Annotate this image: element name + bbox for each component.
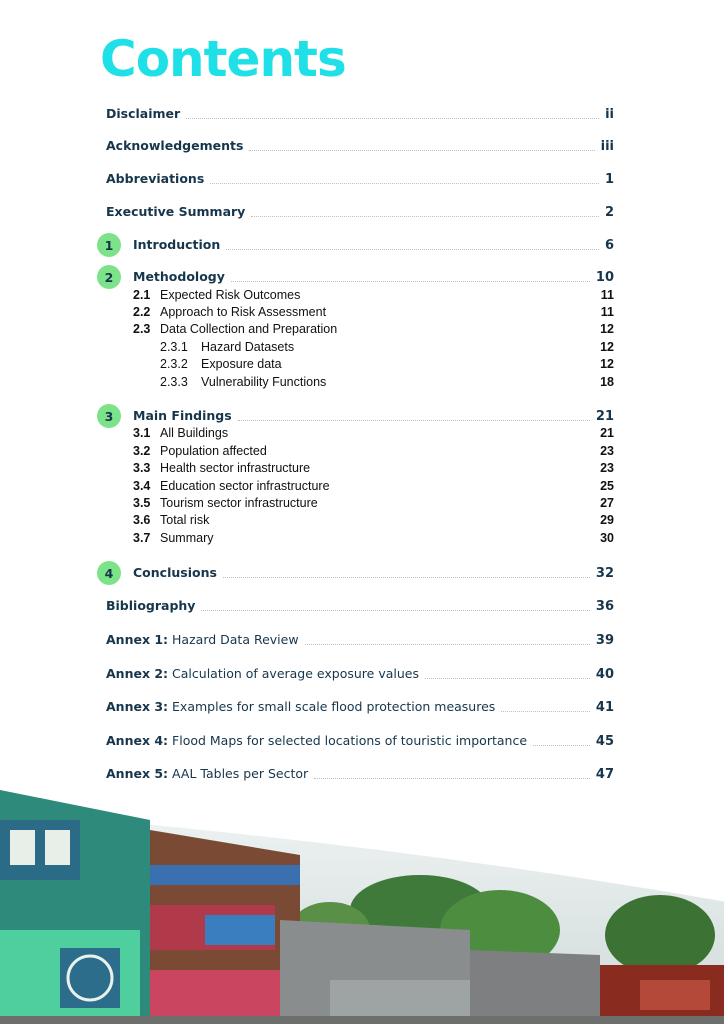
toc-page: 10 — [595, 270, 614, 285]
toc-page: 11 — [600, 305, 614, 319]
toc-page: 21 — [595, 409, 614, 424]
section-title: Vulnerability Functions — [201, 375, 327, 389]
section-title: Health sector infrastructure — [160, 461, 311, 475]
section-number: 2.3.2 — [160, 357, 188, 371]
section-title: Population affected — [160, 444, 267, 458]
toc-page: 23 — [600, 444, 614, 458]
toc-entry-methodology[interactable] — [133, 269, 614, 285]
section-number: 2.1 — [133, 288, 151, 302]
toc-page: 2 — [604, 205, 614, 220]
toc-entry-annex[interactable] — [106, 733, 614, 749]
toc-subentry[interactable] — [133, 496, 614, 510]
toc-page: 29 — [600, 513, 614, 527]
toc-entry-disclaimer[interactable] — [106, 106, 614, 122]
annex-number: Annex 5: — [106, 766, 169, 781]
dot-leader — [201, 609, 589, 611]
dot-leader — [314, 777, 590, 779]
section-title: All Buildings — [160, 426, 229, 440]
dot-leader — [533, 744, 590, 746]
toc-label: Introduction — [133, 237, 221, 252]
toc-subentry[interactable] — [133, 322, 614, 336]
section-number: 2.3.1 — [160, 340, 188, 354]
section-title: Hazard Datasets — [201, 340, 295, 354]
toc-subentry[interactable] — [133, 426, 614, 440]
toc-label — [106, 699, 495, 714]
annex-title: Hazard Data Review — [168, 632, 299, 647]
dot-leader — [186, 117, 599, 119]
section-title: Total risk — [160, 513, 210, 527]
dot-leader — [251, 215, 599, 217]
toc-entry-introduction[interactable] — [133, 237, 614, 253]
dot-leader — [501, 710, 590, 712]
toc-entry-acknowledgements[interactable] — [106, 138, 614, 154]
toc-subentry[interactable] — [133, 461, 614, 475]
toc-label — [106, 666, 419, 681]
section-number: 2.3 — [133, 322, 151, 336]
section-title: Education sector infrastructure — [160, 479, 330, 493]
toc-page: 21 — [600, 426, 614, 440]
toc-page: 45 — [595, 734, 614, 749]
annex-number: Annex 4: — [106, 733, 169, 748]
toc-label: Bibliography — [106, 598, 196, 613]
chapter-number-badge: 4 — [97, 561, 121, 585]
street-houses-photo — [0, 780, 724, 1024]
toc-label: Abbreviations — [106, 171, 205, 186]
dot-leader — [425, 677, 590, 679]
toc-entry-bibliography[interactable] — [106, 598, 614, 614]
section-number: 3.3 — [133, 461, 151, 475]
toc-label — [106, 733, 527, 748]
toc-subsubentry[interactable] — [160, 340, 614, 354]
toc-page: 30 — [600, 531, 614, 545]
toc-page: 11 — [600, 288, 614, 302]
toc-page: 25 — [600, 479, 614, 493]
toc-entry-annex[interactable] — [106, 699, 614, 715]
section-number: 3.6 — [133, 513, 151, 527]
section-title: Exposure data — [201, 357, 282, 371]
toc-entry-abbreviations[interactable] — [106, 171, 614, 187]
toc-subentry[interactable] — [133, 288, 614, 302]
toc-label: Methodology — [133, 269, 225, 284]
toc-page: 6 — [604, 238, 614, 253]
dot-leader — [210, 182, 599, 184]
section-title: Data Collection and Preparation — [160, 322, 338, 336]
chapter-number-badge: 2 — [97, 265, 121, 289]
toc-entry-conclusions[interactable] — [133, 565, 614, 581]
toc-page: 12 — [600, 357, 614, 371]
toc-page: 12 — [600, 340, 614, 354]
toc-subsubentry[interactable] — [160, 375, 614, 389]
toc-subentry[interactable] — [133, 479, 614, 493]
section-number: 3.7 — [133, 531, 151, 545]
toc-entry-annex[interactable] — [106, 632, 614, 648]
dot-leader — [238, 419, 590, 421]
toc-page: 36 — [595, 599, 614, 614]
toc-subentry[interactable] — [133, 513, 614, 527]
annex-title: Examples for small scale flood protection measures — [168, 699, 496, 714]
section-title: Summary — [160, 531, 214, 545]
dot-leader — [231, 280, 590, 282]
annex-title: Flood Maps for selected locations of touristic importance — [168, 733, 528, 748]
toc-label: Disclaimer — [106, 106, 181, 121]
section-number: 3.2 — [133, 444, 151, 458]
toc-page: ii — [605, 107, 614, 122]
section-title: Tourism sector infrastructure — [160, 496, 318, 510]
toc-page: 18 — [600, 375, 614, 389]
toc-page: 40 — [595, 667, 614, 682]
toc-label: Conclusions — [133, 565, 217, 580]
toc-page: iii — [600, 139, 614, 154]
section-title: Approach to Risk Assessment — [160, 305, 327, 319]
section-title: Expected Risk Outcomes — [160, 288, 301, 302]
annex-title: Calculation of average exposure values — [168, 666, 419, 681]
toc-page: 41 — [595, 700, 614, 715]
dot-leader — [226, 248, 599, 250]
toc-label: Acknowledgements — [106, 138, 244, 153]
toc-subentry[interactable] — [133, 305, 614, 319]
section-number: 2.3.3 — [160, 375, 188, 389]
toc-page: 12 — [600, 322, 614, 336]
chapter-number-badge: 3 — [97, 404, 121, 428]
toc-subsubentry[interactable] — [160, 357, 614, 371]
section-number: 3.4 — [133, 479, 151, 493]
annex-number: Annex 1: — [106, 632, 169, 647]
toc-entry-annex[interactable] — [106, 666, 614, 682]
section-number: 2.2 — [133, 305, 151, 319]
toc-page: 47 — [595, 767, 614, 782]
dot-leader — [249, 149, 594, 151]
annex-number: Annex 3: — [106, 699, 169, 714]
toc-entry-executive-summary[interactable] — [106, 204, 614, 220]
section-number: 3.5 — [133, 496, 151, 510]
toc-entry-main-findings[interactable] — [133, 408, 614, 424]
dot-leader — [223, 576, 590, 578]
toc-label: Executive Summary — [106, 204, 246, 219]
toc-label — [106, 766, 308, 781]
annex-number: Annex 2: — [106, 666, 169, 681]
toc-page: 32 — [595, 566, 614, 581]
toc-page: 39 — [595, 633, 614, 648]
toc-page: 23 — [600, 461, 614, 475]
chapter-number-badge: 1 — [97, 233, 121, 257]
annex-title: AAL Tables per Sector — [168, 766, 309, 781]
dot-leader — [305, 643, 590, 645]
toc-page: 1 — [604, 172, 614, 187]
toc-subentry[interactable] — [133, 531, 614, 545]
page-title: Contents — [100, 30, 346, 88]
toc-page: 27 — [600, 496, 614, 510]
toc-label: Main Findings — [133, 408, 232, 423]
toc-label — [106, 632, 299, 647]
toc-subentry[interactable] — [133, 444, 614, 458]
section-number: 3.1 — [133, 426, 151, 440]
